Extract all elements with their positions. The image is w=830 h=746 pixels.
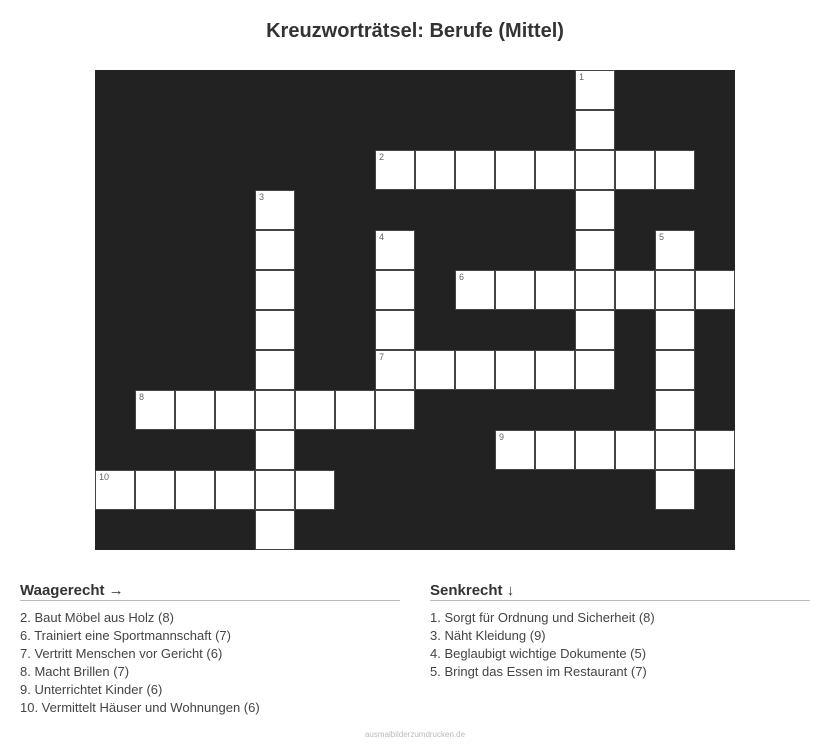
across-clue: 2. Baut Möbel aus Holz (8) bbox=[20, 610, 174, 625]
grid-cell[interactable] bbox=[615, 270, 655, 310]
down-clue: 1. Sorgt für Ordnung und Sicherheit (8) bbox=[430, 610, 655, 625]
grid-cell[interactable] bbox=[375, 310, 415, 350]
grid-cell[interactable] bbox=[655, 150, 695, 190]
clue-number: 9 bbox=[499, 432, 505, 442]
across-clue: 7. Vertritt Menschen vor Gericht (6) bbox=[20, 646, 223, 661]
grid-cell[interactable] bbox=[615, 150, 655, 190]
across-clue: 10. Vermittelt Häuser und Wohnungen (6) bbox=[20, 700, 260, 715]
crossword-grid bbox=[95, 70, 735, 550]
grid-cell[interactable] bbox=[255, 230, 295, 270]
across-clues bbox=[20, 582, 400, 717]
grid-cell[interactable] bbox=[575, 70, 615, 110]
grid-cell[interactable] bbox=[575, 310, 615, 350]
across-clue: 9. Unterrichtet Kinder (6) bbox=[20, 682, 163, 697]
grid-cell[interactable] bbox=[495, 270, 535, 310]
grid-cell[interactable] bbox=[135, 470, 175, 510]
grid-cell[interactable] bbox=[415, 150, 455, 190]
grid-cell[interactable] bbox=[655, 310, 695, 350]
down-heading: Senkrecht ↓ bbox=[430, 582, 810, 601]
grid-cell[interactable] bbox=[255, 430, 295, 470]
grid-cell[interactable] bbox=[215, 470, 255, 510]
grid-cell[interactable] bbox=[375, 230, 415, 270]
grid-cell[interactable] bbox=[255, 390, 295, 430]
grid-cell[interactable] bbox=[135, 390, 175, 430]
grid-cell[interactable] bbox=[535, 430, 575, 470]
grid-cell[interactable] bbox=[575, 230, 615, 270]
clue-number: 5 bbox=[659, 232, 665, 242]
across-clue: 8. Macht Brillen (7) bbox=[20, 664, 130, 679]
grid-cell[interactable] bbox=[415, 350, 455, 390]
clue-number: 6 bbox=[459, 272, 465, 282]
grid-cell[interactable] bbox=[255, 510, 295, 550]
grid-cell[interactable] bbox=[255, 350, 295, 390]
clue-number: 2 bbox=[379, 152, 385, 162]
grid-cell[interactable] bbox=[375, 350, 415, 390]
grid-cell[interactable] bbox=[215, 390, 255, 430]
grid-cell[interactable] bbox=[575, 150, 615, 190]
clue-number: 4 bbox=[379, 232, 385, 242]
grid-cell[interactable] bbox=[615, 430, 655, 470]
grid-cell[interactable] bbox=[575, 110, 615, 150]
clue-number: 7 bbox=[379, 352, 385, 362]
grid-cell[interactable] bbox=[455, 350, 495, 390]
down-clues bbox=[430, 582, 810, 681]
clue-number: 1 bbox=[579, 72, 585, 82]
grid-cell[interactable] bbox=[255, 190, 295, 230]
grid-cell[interactable] bbox=[575, 270, 615, 310]
across-heading: Waagerecht → bbox=[20, 582, 400, 601]
grid-cell[interactable] bbox=[535, 150, 575, 190]
grid-cell[interactable] bbox=[255, 310, 295, 350]
grid-cell[interactable] bbox=[455, 150, 495, 190]
down-clue: 5. Bringt das Essen im Restaurant (7) bbox=[430, 664, 647, 679]
grid-cell[interactable] bbox=[455, 270, 495, 310]
grid-cell[interactable] bbox=[655, 430, 695, 470]
grid-cell[interactable] bbox=[375, 150, 415, 190]
grid-cell[interactable] bbox=[95, 470, 135, 510]
grid-cell[interactable] bbox=[495, 150, 535, 190]
down-clue: 4. Beglaubigt wichtige Dokumente (5) bbox=[430, 646, 647, 661]
grid-cell[interactable] bbox=[535, 350, 575, 390]
grid-cell[interactable] bbox=[655, 350, 695, 390]
down-clue: 3. Näht Kleidung (9) bbox=[430, 628, 546, 643]
grid-cell[interactable] bbox=[175, 470, 215, 510]
grid-cell[interactable] bbox=[295, 470, 335, 510]
grid-cell[interactable] bbox=[655, 270, 695, 310]
clue-number: 8 bbox=[139, 392, 145, 402]
grid-cell[interactable] bbox=[575, 350, 615, 390]
footer-credit: ausmalbilderzumdrucken.de bbox=[364, 730, 466, 739]
grid-cell[interactable] bbox=[255, 470, 295, 510]
grid-cell[interactable] bbox=[695, 270, 735, 310]
grid-cell[interactable] bbox=[575, 430, 615, 470]
grid-cell[interactable] bbox=[375, 390, 415, 430]
across-clue: 6. Trainiert eine Sportmannschaft (7) bbox=[20, 628, 231, 643]
grid-cell[interactable] bbox=[535, 270, 575, 310]
clue-number: 10 bbox=[99, 472, 110, 482]
grid-cell[interactable] bbox=[695, 430, 735, 470]
grid-cell[interactable] bbox=[295, 390, 335, 430]
grid-cell[interactable] bbox=[495, 350, 535, 390]
grid-cell[interactable] bbox=[495, 430, 535, 470]
grid-cell[interactable] bbox=[335, 390, 375, 430]
grid-cell[interactable] bbox=[255, 270, 295, 310]
puzzle-title: Kreuzworträtsel: Berufe (Mittel) bbox=[266, 20, 564, 42]
grid-cell[interactable] bbox=[175, 390, 215, 430]
grid-cell[interactable] bbox=[655, 470, 695, 510]
grid-cell[interactable] bbox=[575, 190, 615, 230]
clue-number: 3 bbox=[259, 192, 265, 202]
grid-cell[interactable] bbox=[655, 390, 695, 430]
grid-cell[interactable] bbox=[375, 270, 415, 310]
grid-cell[interactable] bbox=[655, 230, 695, 270]
